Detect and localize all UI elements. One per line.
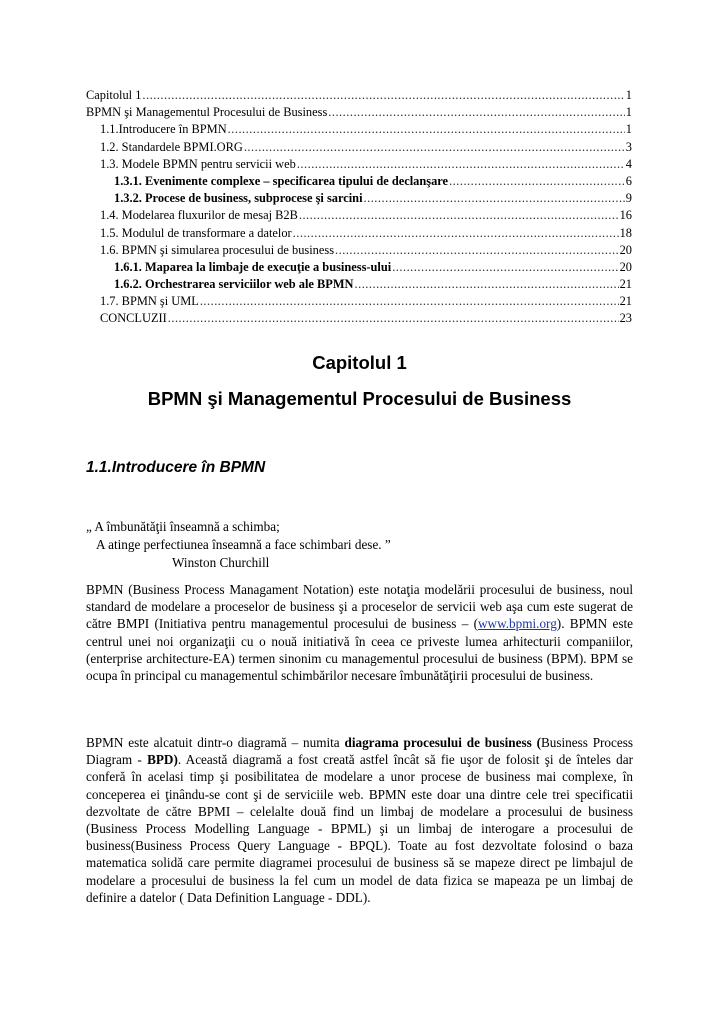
toc-entry[interactable] [86,173,632,190]
bold-term: BPD) [147,752,178,768]
toc-page-number: 20 [619,259,632,274]
toc-entry-title: CONCLUZII [100,311,167,326]
toc-page-number: 20 [619,242,632,257]
toc-leader-dots [244,139,625,156]
paragraph-text: ). BPMN este centrul unei noi organizaţii cu o nouă initiativă în ceea ce priveste lumea arhitecturii companiilor, (enterprise architecture-EA) termen sinonim cu managementul procesului de business (BPM). BPM se ocupa în principal cu managementul schimbărilor necesare îmbunătăţirii procesului de business. [86,616,633,684]
toc-leader-dots [142,87,624,104]
toc-leader-dots [335,242,619,259]
toc-leader-dots [355,276,619,293]
toc-page-number: 16 [619,208,632,223]
quote-author: Winston Churchill [172,555,270,570]
toc-page-number: 9 [625,191,632,206]
toc-entry[interactable] [86,259,632,276]
toc-entry[interactable] [86,121,632,138]
toc-page-number: 6 [625,173,632,188]
toc-page-number: 21 [619,277,632,292]
toc-page-number: 1 [625,88,632,102]
toc-leader-dots [392,259,618,276]
toc-entry-title: 1.7. BPMN şi UML [100,294,199,309]
toc-page-number: 21 [619,294,632,309]
toc-entry[interactable] [86,87,632,104]
toc-page-number: 23 [619,311,632,326]
toc-page-number: 1 [625,105,632,120]
toc-entry[interactable] [86,156,632,173]
toc-page-number: 1 [625,122,632,137]
toc-entry-title: 1.1.Introducere în BPMN [100,122,227,137]
table-of-contents [86,87,632,328]
toc-entry-title: 1.4. Modelarea fluxurilor de mesaj B2B [100,208,298,223]
toc-entry[interactable] [86,242,632,259]
toc-leader-dots [328,104,625,121]
chapter-number: Capitolul 1 [312,352,407,373]
toc-entry-title: 1.2. Standardele BPMI.ORG [100,139,243,154]
toc-leader-dots [299,207,619,224]
toc-leader-dots [364,190,625,207]
bold-term: diagrama procesului de business ( [344,735,541,750]
toc-entry[interactable] [86,276,632,293]
body-paragraph [86,581,633,684]
toc-leader-dots [228,121,625,138]
toc-entry[interactable] [86,225,632,242]
chapter-title: BPMN şi Managementul Procesului de Business [147,388,572,409]
toc-leader-dots [200,293,619,310]
toc-entry[interactable] [86,293,632,310]
toc-entry-title: 1.3.2. Procese de business, subprocese şi sarcini [114,191,363,206]
toc-leader-dots [449,173,625,190]
toc-leader-dots [293,225,619,242]
paragraph-text: Business Process Diagram - [86,735,633,768]
toc-entry-title: 1.6.2. Orchestrarea serviciilor web ale BPMN [114,277,354,292]
toc-entry-title: 1.5. Modulul de transformare a datelor [100,225,292,240]
toc-leader-dots [297,156,625,173]
paragraph-text: BPMN este alcatuit dintr-o diagramă – numita [86,735,345,750]
toc-entry[interactable] [86,139,632,156]
toc-page-number: 4 [625,156,632,171]
section-heading: 1.1.Introducere în BPMN [86,459,266,476]
toc-leader-dots [168,310,619,327]
epigraph-quote [86,518,391,572]
toc-page-number: 3 [625,139,632,154]
toc-entry[interactable] [86,310,632,327]
body-paragraph [86,734,633,906]
paragraph-text: BPMN (Business Process Managament Notation) este notaţia modelării procesului de business, noul standard de modelare a proceselor de business şi a proceselor de servicii web aşa cum este sugerat de către BMPI (Initiativa pentru managementul procesului de business – ( [86,582,633,632]
toc-page-number: 18 [619,225,632,240]
quote-line: A atinge perfectiunea înseamnă a face schimbari dese. ” [96,537,391,552]
toc-entry[interactable] [86,104,632,121]
toc-entry-title: 1.6.1. Maparea la limbaje de execuţie a business-ului [114,259,392,274]
toc-entry-title: Capitolul 1 [86,88,142,102]
bpmi-link[interactable]: www.bpmi.org [478,616,557,632]
toc-entry[interactable] [86,207,632,224]
toc-entry-title: 1.3. Modele BPMN pentru servicii web [100,156,296,171]
toc-entry-title: 1.6. BPMN şi simularea procesului de business [100,242,335,257]
quote-line: „ A îmbunătăţii înseamnă a schimba; [86,519,280,534]
toc-entry-title: 1.3.1. Evenimente complexe – specificarea tipului de declanşare [114,173,449,188]
paragraph-text: . Această diagramă a fost creată astfel încât să fie uşor de folosit şi de înteles dar conferă în acelasi timp şi posibilitatea de modelare a unor procese de business mai complexe, în conceperea ei ţinându-se cont şi de serviciile web. BPMN este doar una dintre cele trei specificatii dezvoltate de către BPMI – celelalte două find un limbaj de modelare a procesului de business (Business Process Modelling Language - BPML) şi un limbaj de interogare a procesului de business(Business Process Query Language - BPQL). Toate au fost dezvoltate folosind o baza matematica solidă care permite diagramei procesului de business să se mapeze direct pe limbajul de modelare a procesului de business la fel cum un model de data fizica se mapeaza pe un limbaj de definire a datelor ( Data Definition Language - DDL). [86,752,633,905]
toc-entry-title: BPMN şi Managementul Procesului de Business [86,105,328,120]
toc-entry[interactable] [86,190,632,207]
